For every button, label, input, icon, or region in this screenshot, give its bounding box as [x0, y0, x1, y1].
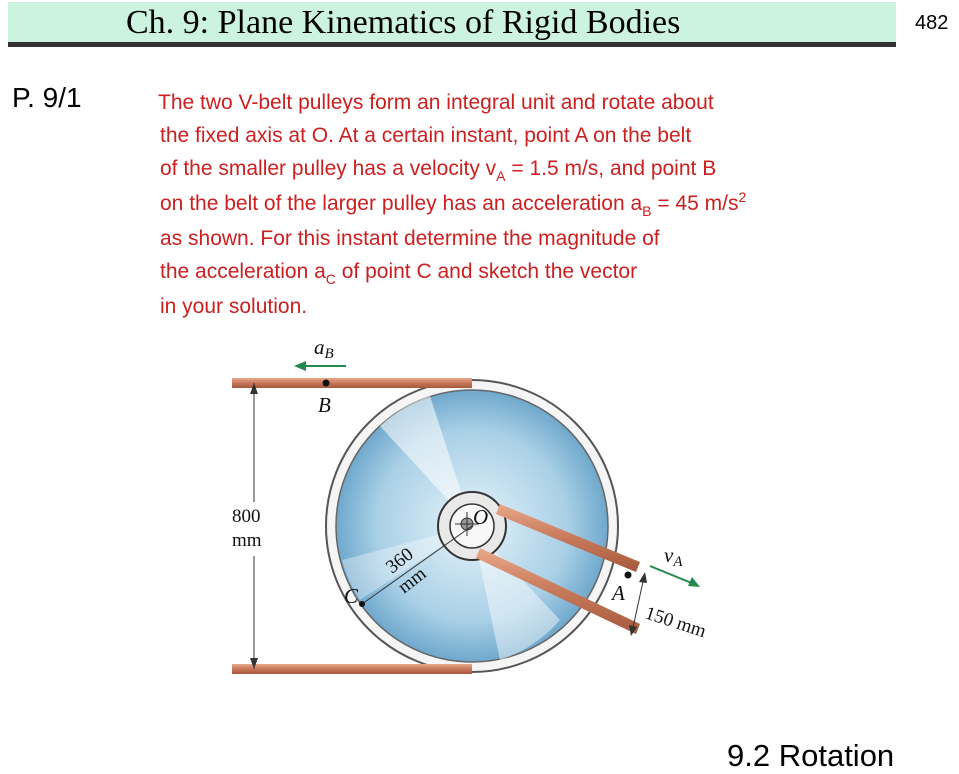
problem-line-1: The two V-belt pulleys form an integral unit and rotate about	[158, 91, 714, 114]
arrowhead	[688, 577, 700, 587]
superscript-2: 2	[738, 189, 747, 205]
problem-text-segment: = 1.5 m/s, and point B	[505, 157, 717, 180]
problem-text-segment: of the smaller pulley has a velocity v	[160, 157, 497, 180]
page-number: 482	[915, 12, 949, 34]
dim-800-value: 800	[232, 506, 261, 527]
problem-text-segment: the acceleration a	[160, 260, 326, 283]
subscript-c: C	[325, 271, 336, 287]
label-va	[664, 543, 683, 570]
dim-arrowhead	[639, 572, 647, 583]
point-c-dot	[359, 601, 365, 607]
problem-id: P. 9/1	[12, 82, 82, 113]
dim-800-unit: mm	[232, 530, 262, 551]
problem-text-segment: of point C and sketch the vector	[335, 260, 638, 283]
label-va-sub: A	[673, 554, 683, 570]
large-belt-top	[232, 378, 472, 388]
subscript-a: A	[496, 168, 506, 184]
dim-360-value: 360	[382, 543, 418, 578]
problem-line-7: in your solution.	[160, 295, 308, 318]
label-c: C	[344, 584, 359, 608]
problem-line-5: as shown. For this instant determine the magnitude of	[160, 227, 660, 250]
dim-150-value: 150 mm	[642, 602, 709, 643]
label-o: O	[473, 505, 489, 529]
label-ab	[314, 335, 334, 362]
arrowhead	[294, 361, 306, 371]
point-a-dot	[625, 572, 632, 579]
large-belt-bottom	[232, 664, 472, 674]
velocity-a-arrow	[650, 566, 694, 584]
label-ab-sub: B	[324, 346, 334, 362]
point-b-dot	[323, 380, 330, 387]
problem-line-2: the fixed axis at O. At a certain instant, point A on the belt	[160, 124, 692, 147]
label-ab-main: a	[314, 335, 325, 359]
section-label: 9.2 Rotation	[727, 738, 895, 773]
chapter-title: Ch. 9: Plane Kinematics of Rigid Bodies	[126, 4, 681, 41]
label-a: A	[612, 581, 625, 605]
subscript-b: B	[642, 203, 652, 219]
dim-360-unit: mm	[394, 563, 431, 598]
problem-text-segment: on the belt of the larger pulley has an acceleration a	[160, 192, 643, 215]
label-b: B	[318, 393, 331, 417]
problem-text-segment: = 45 m/s	[651, 192, 739, 215]
label-va-main: v	[664, 543, 674, 567]
